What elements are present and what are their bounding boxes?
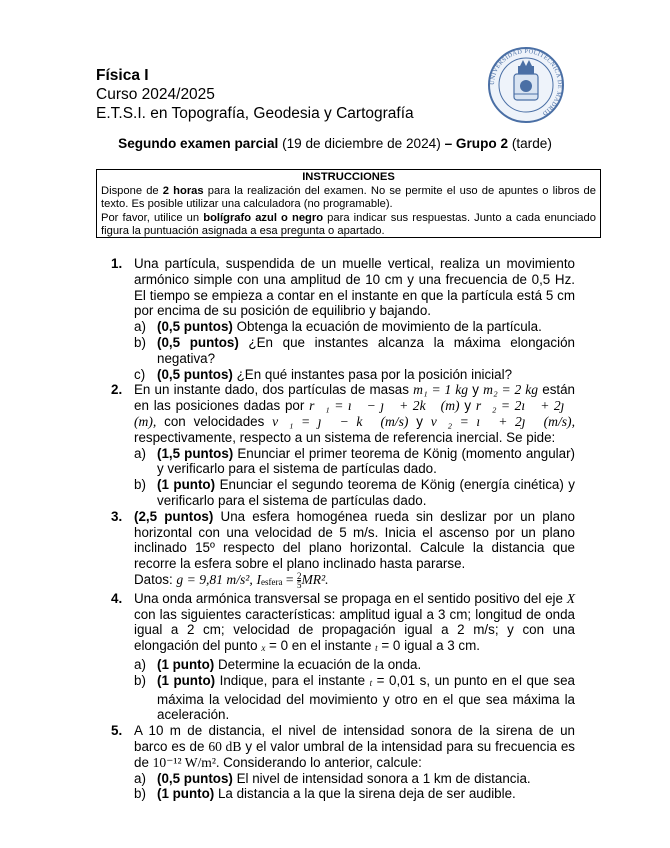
part-letter: a) (134, 770, 146, 786)
part-text: = 0,01 s, un punto en el que sea máxima la velocidad del movimiento y otro en el que sea máxima la aceleración. (157, 672, 575, 723)
inertia-symbol: I (256, 571, 261, 587)
instructions-duration: 2 horas (162, 184, 204, 197)
inertia-expression: MR². (301, 571, 329, 587)
instructions-text: Dispone de (101, 184, 163, 197)
instructions-text: Por favor, utilice un (101, 211, 204, 224)
university-seal-icon (487, 46, 565, 124)
question-1-part-c (134, 367, 575, 383)
part-points: (1 punto) (157, 656, 215, 672)
fraction-denominator: 5 (296, 579, 302, 590)
text-run: y el valor umbral de la intensidad para su frecuencia es de (134, 738, 575, 770)
instructions-text: para indicar sus respuestas. Junto a cada enunciado figura la puntuación asignada a esa pregunta o apartado. (101, 211, 596, 238)
question-4-part-b (134, 673, 575, 723)
question-number: 1. (111, 256, 123, 271)
part-points: (1 punto) (157, 477, 216, 493)
question-text (134, 591, 575, 657)
instructions-title: INSTRUCCIONES (302, 171, 395, 183)
text-run: con las siguientes características: amplitud igual a 3 cm; longitud de onda igual a 2 cm; velocidad de propagación igual a 2 m/s; y con una elongación del punto (134, 606, 575, 654)
question-5-part-a (134, 771, 575, 787)
exam-dash: – (444, 136, 453, 151)
part-points: (0,5 puntos) (157, 334, 239, 350)
part-points: (1 punto) (157, 672, 216, 688)
exam-group: Grupo 2 (455, 136, 509, 151)
part-letter: b) (134, 477, 146, 493)
part-text: Determine la ecuación de la onda. (214, 656, 422, 672)
text-run: A 10 m de distancia, el nivel de intensidad sonora de la sirena de un barco es de (134, 723, 575, 754)
question-1-part-b (134, 335, 575, 367)
exam-shift: (tarde) (511, 136, 552, 151)
part-text: Obtenga la ecuación de movimiento de la partícula. (232, 319, 542, 335)
part-text: Indique, para el instante (215, 672, 370, 688)
question-1-part-a (134, 319, 575, 335)
fraction-numerator: 2 (296, 570, 302, 581)
instructions-text: para la realización del examen. No se permite el uso de apuntes o libros de texto. Es posible utilizar una calculadora (no programable). (101, 184, 596, 211)
subject-title: Física I (96, 67, 149, 84)
position-2: r⃗₂ = 2ı⃗ + 2ȷ⃗ (m), (134, 398, 575, 429)
question-text (134, 382, 575, 445)
course-header (96, 66, 414, 123)
question-number: 4. (111, 590, 123, 606)
question-2 (111, 382, 575, 508)
seal-ring-text: UNIVERSIDAD POLITECNICA DE MADRID (488, 47, 564, 117)
part-letter: c) (134, 366, 146, 382)
position-1: r⃗₁ = ı⃗ − ȷ⃗ + 2k⃗ (m) (309, 398, 460, 414)
part-text: Enunciar el segundo teorema de König (energía cinética) y verificarlo para el sistema de partículas dado. (157, 477, 575, 508)
part-letter: a) (134, 445, 146, 461)
part-text: El nivel de intensidad sonora a 1 km de distancia. (232, 770, 531, 786)
velocity-1: v⃗₁ = ȷ⃗ − k⃗ (m/s) (272, 413, 409, 429)
text-run: y (468, 382, 484, 398)
mass-1: m₁ = 1 kg (413, 382, 469, 398)
part-text: ¿En qué instantes pasa por la posición inicial? (232, 366, 513, 382)
exam-date: (19 de diciembre de 2024) (282, 136, 441, 151)
threshold-intensity: 10⁻¹² W/m². (152, 754, 220, 770)
part-letter: b) (134, 334, 146, 350)
text-run: con velocidades (156, 413, 273, 429)
text-run: = 0 igual a 3 cm. (377, 638, 481, 654)
question-number: 5. (111, 723, 123, 739)
question-2-part-a (134, 446, 575, 478)
question-3 (111, 509, 575, 591)
part-letter: a) (134, 656, 146, 672)
mass-2: m₂ = 2 kg (483, 382, 539, 398)
question-1 (111, 256, 575, 382)
part-text: Enunciar el primer teorema de König (momento angular) y verificarlo para el sistema de partículas dado. (157, 445, 575, 477)
question-list (111, 256, 575, 802)
question-text: Una partícula, suspendida de un muelle vertical, realiza un movimiento armónico simple con una amplitud de 10 cm y una frecuencia de 0,5 Hz. El tiempo se empieza a contar en el instante en que la partícula está 5 cm por encima de su posición de equilibrio y bajando. (134, 256, 575, 319)
text-run: y (408, 413, 431, 429)
text-run: y (459, 398, 476, 414)
question-5 (111, 723, 575, 802)
school-name: E.T.S.I. en Topografía, Geodesia y Cartografía (96, 105, 414, 122)
part-points: (0,5 puntos) (157, 366, 233, 382)
exam-name: Segundo examen parcial (118, 136, 279, 151)
t-symbol: t (369, 677, 373, 688)
part-letter: b) (134, 786, 146, 802)
part-letter: b) (134, 672, 146, 688)
part-points: (0,5 puntos) (157, 770, 233, 786)
axis-symbol: X (566, 590, 575, 606)
part-text: La distancia a la que la sirena deja de ser audible. (214, 786, 516, 802)
intensity-level: 60 dB (208, 738, 242, 754)
question-2-part-b (134, 477, 575, 509)
text-run: Considerando lo anterior, calcule: (219, 754, 422, 770)
part-points: (0,5 puntos) (157, 319, 233, 335)
text-run: respectivamente, respecto a un sistema de referencia inercial. Se pide: (134, 429, 556, 445)
question-3-data (134, 572, 575, 591)
part-letter: a) (134, 319, 146, 335)
instructions-paragraph-2 (101, 212, 596, 239)
part-points: (1,5 puntos) (157, 445, 234, 461)
instructions-box (96, 169, 601, 238)
question-5-part-b (134, 786, 575, 802)
course-year: Curso 2024/2025 (96, 86, 215, 103)
question-text (134, 509, 575, 572)
inertia-subscript: esfera (261, 576, 283, 587)
text-run: = 0 en el instante (265, 638, 376, 654)
part-text: ¿En que instantes alcanza la máxima elongación negativa? (157, 334, 575, 366)
instructions-pen: bolígrafo azul o negro (203, 211, 324, 224)
text-run: están en las posiciones dadas por (134, 382, 576, 414)
exam-title (0, 136, 670, 151)
text-run: Una esfera homogénea rueda sin deslizar por un plano horizontal con una velocidad de 5 m/s. Inicia el ascenso por un plano inclinado 15º respecto del plano horizontal. Calcule la distancia que recorre la esfera sobre el plano inclinado hasta pararse. (134, 508, 575, 572)
inertia-equals: = (282, 571, 297, 587)
part-points: (1 punto) (157, 786, 215, 802)
question-number: 2. (111, 382, 123, 398)
question-points: (2,5 puntos) (134, 508, 214, 524)
velocity-2: v⃗₂ = ı⃗ + 2ȷ⃗ (m/s), (430, 413, 575, 429)
text-run: Una onda armónica transversal se propaga en el sentido positivo del eje (134, 590, 567, 606)
text-run: En un instante dado, dos partículas de masas (134, 382, 414, 398)
instructions-paragraph-1 (101, 185, 596, 212)
question-4-part-a (134, 657, 575, 673)
t-symbol: t (375, 643, 378, 654)
question-4 (111, 591, 575, 723)
question-number: 3. (111, 508, 123, 524)
question-text (134, 723, 575, 770)
gravity-value: g = 9,81 m/s², (176, 571, 253, 587)
x-symbol: x (261, 643, 266, 654)
data-label: Datos: (134, 571, 177, 587)
